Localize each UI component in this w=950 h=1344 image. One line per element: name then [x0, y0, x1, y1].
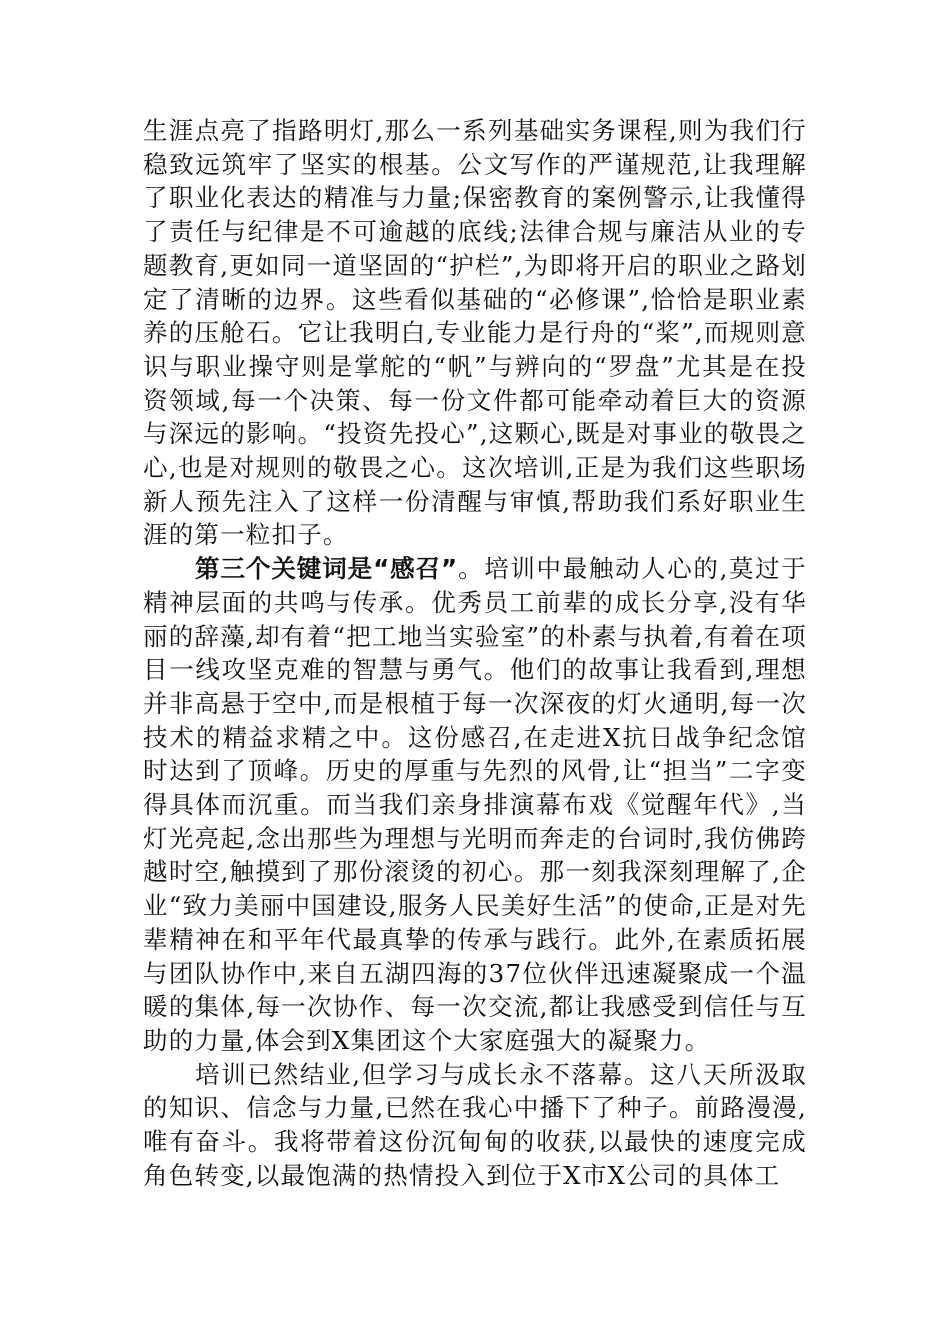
keyword-heading: 第三个关键词是“感召”: [195, 554, 458, 584]
document-body: [143, 114, 807, 1193]
paragraph-1: 生涯点亮了指路明灯,那么一系列基础实务课程,则为我们行稳致远筑牢了坚实的根基。公文写作的严谨规范,让我理解了职业化表达的精准与力量;保密教育的案例警示,让我懂得了责任与纪律是不可逾越的底线;法律合规与廉洁从业的专题教育,更如同一道坚固的“护栏”,为即将开启的职业之路划定了清晰的边界。这些看似基础的“必修课”,恰恰是职业素养的压舱石。它让我明白,专业能力是行舟的“桨”,而规则意识与职业操守则是掌舵的“帆”与辨向的“罗盘”尤其是在投资领域,每一个决策、每一份文件都可能牵动着巨大的资源与深远的影响。“投资先投心”,这颗心,既是对事业的敬畏之心,也是对规则的敬畏之心。这次培训,正是为我们这些职场新人预先注入了这样一份清醒与审慎,帮助我们系好职业生涯的第一粒扣子。: [143, 116, 807, 550]
paragraph-3: 培训已然结业,但学习与成长永不落幕。这八天所汲取的知识、信念与力量,已然在我心中播下了种子。前路漫漫,唯有奋斗。我将带着这份沉甸甸的收获,以最快的速度完成角色转变,以最饱满的热情投入到位于X市X公司的具体工: [143, 1059, 807, 1190]
paragraph-2-body: 。培训中最触动人心的,莫过于精神层面的共鸣与传承。优秀员工前辈的成长分享,没有华丽的辞藻,却有着“把工地当实验室”的朴素与执着,有着在项目一线攻坚克难的智慧与勇气。他们的故事让我看到,理想并非高悬于空中,而是根植于每一次深夜的灯火通明,每一次技术的精益求精之中。这份感召,在走进X抗日战争纪念馆时达到了顶峰。历史的厚重与先烈的风骨,让“担当”二字变得具体而沉重。而当我们亲身排演幕布戏《觉醒年代》,当灯光亮起,念出那些为理想与光明而奔走的台词时,我仿佛跨越时空,触摸到了那份滚烫的初心。那一刻我深刻理解了,企业“致力美丽中国建设,服务人民美好生活”的使命,正是对先辈精神在和平年代最真挚的传承与践行。此外,在素质拓展与团队协作中,来自五湖四海的37位伙伴迅速凝聚成一个温暖的集体,每一次协作、每一次交流,都让我感受到信任与互助的力量,体会到X集团这个大家庭强大的凝聚力。: [143, 554, 808, 1055]
paragraph-2: [143, 552, 807, 1058]
